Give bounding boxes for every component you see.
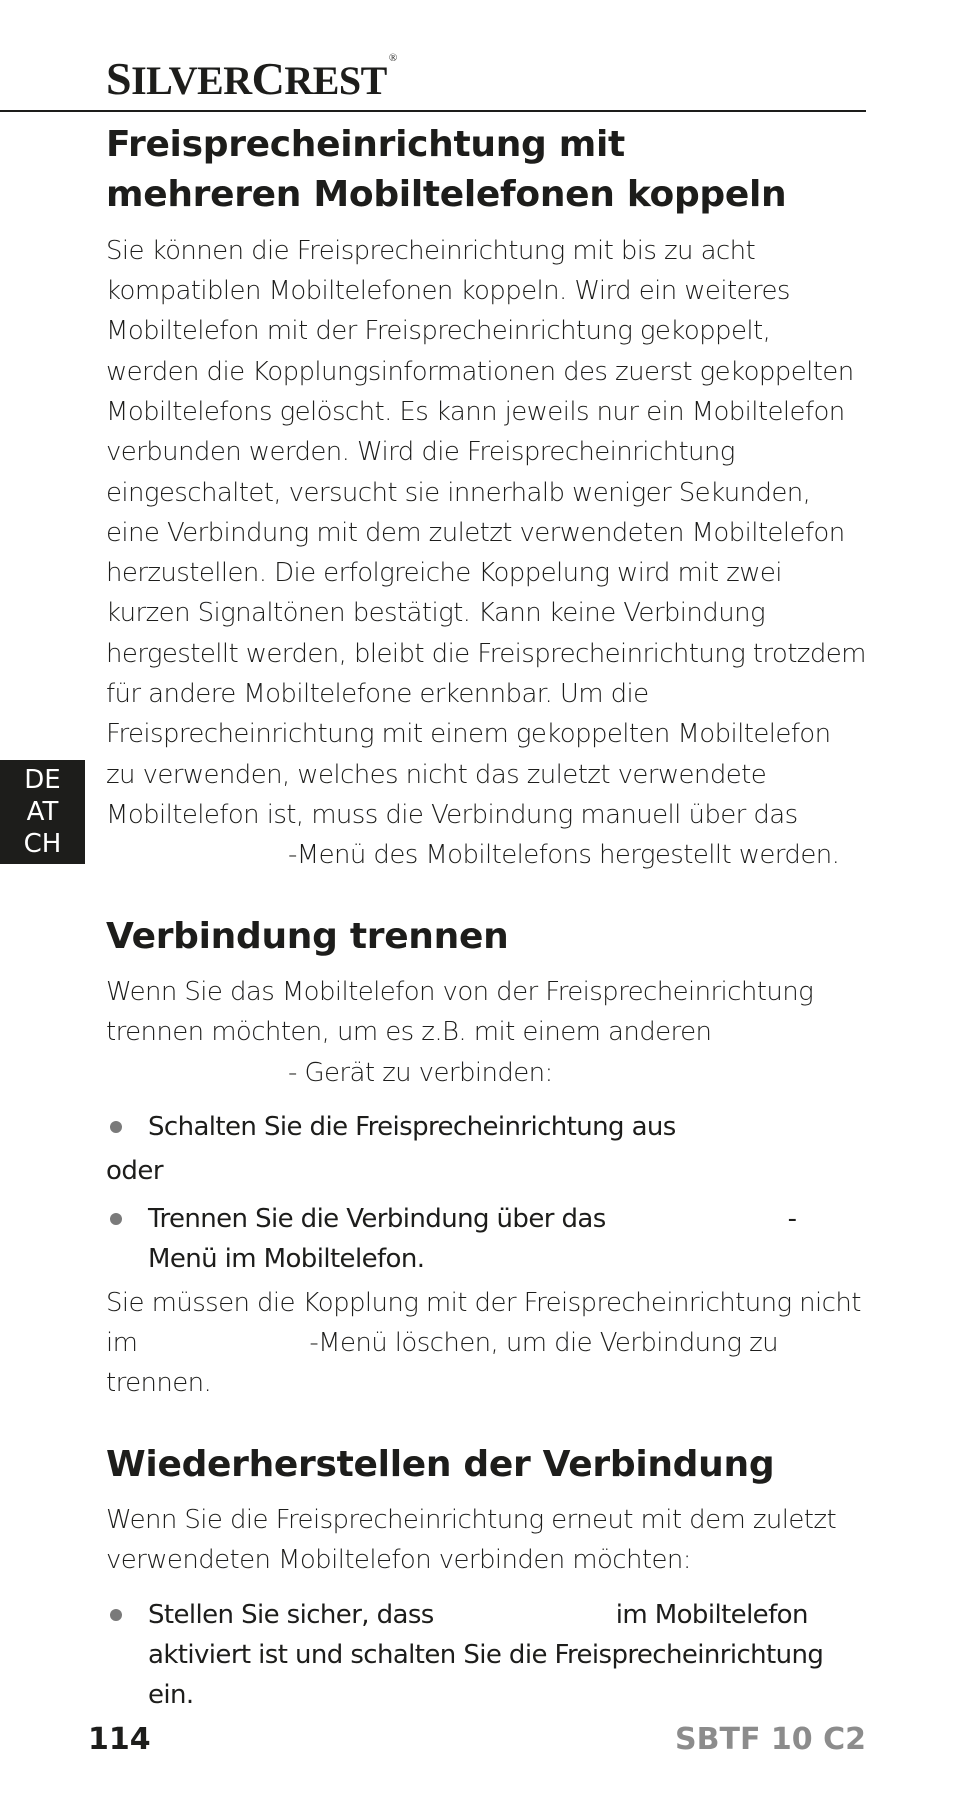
section-heading-trennen: Verbindung trennen — [106, 915, 509, 957]
page-content — [106, 120, 866, 1715]
list-item — [106, 1199, 866, 1279]
trennen-intro-end: Gerät zu verbinden: — [304, 1057, 553, 1088]
trennen-list-2 — [106, 1199, 866, 1279]
lang-de: DE — [24, 765, 61, 795]
bullet-text-end: im Mobiltelefon aktiviert ist und schalten Sie die Freisprecheinrichtung ein. — [148, 1599, 824, 1710]
language-tab — [0, 760, 85, 864]
paragraph-wiederherstellen-intro: Wenn Sie die Freisprecheinrichtung erneut mit dem zuletzt verwendeten Mobiltelefon verbinden möchten: — [106, 1505, 837, 1576]
paragraph-trennen-intro — [106, 972, 866, 1093]
paragraph-trennen-note — [106, 1283, 866, 1404]
heading-line-1: Freisprecheinrichtung mit — [106, 124, 625, 165]
trennen-note-a: Sie müssen die Kopplung mit der Freisprecheinrichtung nicht im — [106, 1287, 861, 1359]
lang-at: AT — [26, 797, 59, 827]
brand-initial-s: S — [106, 53, 132, 104]
list-item — [106, 1595, 866, 1715]
wiederherstellen-list — [106, 1595, 866, 1715]
lang-ch: CH — [23, 829, 62, 859]
paragraph-koppeln-end: -Menü des Mobiltelefons hergestellt werden. — [288, 840, 840, 871]
bullet-text-end: Menü im Mobiltelefon. — [148, 1243, 425, 1274]
list-item — [106, 1107, 866, 1147]
section-heading-koppeln — [106, 120, 866, 221]
paragraph-koppeln — [106, 231, 866, 876]
trennen-list-1 — [106, 1107, 866, 1147]
bullet-icon — [110, 1213, 122, 1225]
brand-initial-c: C — [251, 53, 285, 104]
section-heading-wiederherstellen: Wiederherstellen der Verbindung — [106, 1443, 775, 1485]
bullet-text: Trennen Sie die Verbindung über das — [148, 1203, 606, 1234]
trennen-intro-text: Wenn Sie das Mobiltelefon von der Freisprecheinrichtung trennen möchten, um es z.B. mit einem anderen — [106, 976, 814, 1048]
bullet-text: Stellen Sie sicher, dass — [148, 1599, 434, 1630]
bullet-text: Schalten Sie die Freisprecheinrichtung aus — [148, 1111, 676, 1142]
heading-line-2: mehreren Mobiltelefonen koppeln — [106, 174, 787, 216]
header-rule — [0, 110, 866, 112]
page-number: 114 — [88, 1722, 151, 1757]
bullet-icon — [110, 1609, 122, 1621]
or-text: oder — [106, 1155, 164, 1186]
trennen-note-b: -Menü löschen, um die Verbindung zu trennen. — [106, 1328, 779, 1399]
bullet-dash: - — [787, 1203, 797, 1234]
paragraph-koppeln-main: Sie können die Freisprecheinrichtung mit bis zu acht kompatiblen Mobiltelefonen koppeln. Wird ein weiteres Mobiltelefon mit der Freisprecheinrichtung gekoppelt, werden die Kopplungsinformationen des zuerst gekoppelten Mobiltelefons gelöscht. Es kann jeweils nur ein Mobiltelefon verbunden werden. Wird die Freisprecheinrichtung eingeschaltet, versucht sie innerhalb weniger Sekunden, eine Verbindung mit dem zuletzt verwendeten Mobiltelefon herzustellen. Die erfolgreiche Koppelung wird mit zwei kurzen Signaltönen bestätigt. Kann keine Verbindung hergestellt werden, bleibt die Freisprecheinrichtung trotzdem für andere Mobiltelefone erkennbar. Um die Freisprecheinrichtung mit einem gekoppelten Mobiltelefon zu verwenden, welches nicht das zuletzt verwendete Mobiltelefon ist, muss die Verbindung manuell über das — [106, 235, 866, 830]
registered-mark: ® — [388, 52, 397, 64]
model-number: SBTF 10 C2 — [675, 1722, 866, 1757]
brand-rest-crest: REST — [284, 58, 387, 103]
trennen-intro-dash: - — [288, 1057, 297, 1088]
brand-rest-silver: ILVER — [131, 58, 252, 103]
brand-logo — [106, 52, 397, 105]
bullet-icon — [110, 1121, 122, 1133]
